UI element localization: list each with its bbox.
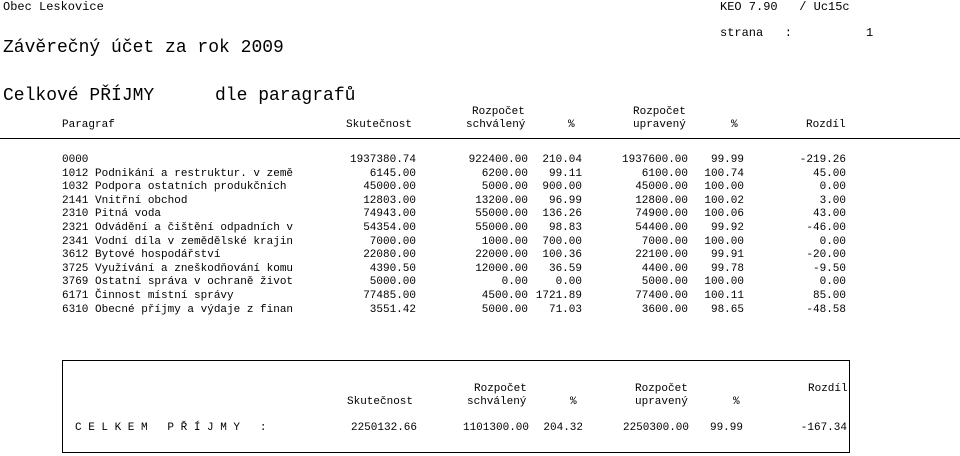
cell-skutecnost: 4390.50	[369, 262, 416, 275]
totals-upraveny-value: 2250300.00	[622, 422, 689, 434]
table-row	[0, 195, 960, 208]
cell-upraveny: 74900.00	[635, 208, 688, 221]
totals-pct2-value: 99.99	[709, 422, 743, 434]
cell-pct2: 100.06	[704, 208, 744, 221]
cell-pct1: 99.11	[548, 167, 582, 180]
totals-rozdil-value: -167.34	[800, 422, 847, 434]
table-row	[0, 181, 960, 194]
totals-upraveny-header: upravený	[635, 396, 688, 408]
cell-paragraf: 6171 Činnost místní správy	[62, 290, 234, 302]
cell-pct2: 100.00	[704, 235, 744, 248]
cell-pct1: 700.00	[542, 235, 582, 248]
cell-upraveny: 5000.00	[641, 276, 688, 289]
section-title: Celkové PŘÍJMY	[3, 86, 155, 106]
cell-pct1: 36.59	[548, 262, 582, 275]
totals-pct2-header: %	[733, 396, 740, 408]
table-row	[0, 276, 960, 289]
cell-schvaleny: 0.00	[501, 276, 528, 289]
table-row	[0, 208, 960, 221]
cell-schvaleny: 1000.00	[481, 235, 528, 248]
col-header-rozpocet-upraveny-top: Rozpočet	[633, 106, 686, 118]
cell-schvaleny: 922400.00	[468, 154, 528, 166]
cell-pct1: 71.03	[548, 303, 582, 316]
cell-upraveny: 45000.00	[635, 181, 688, 194]
cell-schvaleny: 4500.00	[481, 290, 528, 302]
totals-schvaleny-value: 1101300.00	[462, 422, 529, 434]
totals-pct1-value: 204.32	[543, 422, 583, 434]
cell-rozdil: 85.00	[812, 290, 846, 302]
cell-paragraf: 6310 Obecné příjmy a výdaje z finan	[62, 303, 294, 316]
col-header-rozdil: Rozdíl	[806, 119, 846, 131]
cell-skutecnost: 22080.00	[363, 249, 416, 262]
cell-paragraf: 3612 Bytové hospodářství	[62, 249, 221, 262]
col-header-pct2: %	[731, 119, 738, 131]
cell-skutecnost: 1937380.74	[349, 154, 416, 166]
cell-pct2: 98.65	[710, 303, 744, 316]
cell-paragraf: 2141 Vnitřní obchod	[62, 194, 188, 207]
cell-paragraf: 0000	[62, 154, 89, 166]
cell-rozdil: 0.00	[819, 276, 846, 289]
cell-pct1: 1721.89	[535, 290, 582, 302]
cell-skutecnost: 77485.00	[363, 290, 416, 302]
col-header-skutecnost: Skutečnost	[346, 119, 413, 131]
cell-pct2: 99.91	[710, 249, 744, 262]
cell-pct1: 100.36	[542, 249, 582, 262]
cell-pct2: 100.00	[704, 276, 744, 289]
table-row	[0, 154, 960, 167]
cell-pct2: 100.00	[704, 181, 744, 194]
section-subtitle: dle paragrafů	[215, 86, 356, 106]
cell-paragraf: 1012 Podnikání a restruktur. v země	[62, 167, 294, 180]
cell-skutecnost: 7000.00	[369, 235, 416, 248]
cell-pct2: 99.92	[710, 222, 744, 234]
cell-paragraf: 3725 Využívání a zneškodňování komu	[62, 262, 294, 275]
cell-schvaleny: 22000.00	[475, 249, 528, 262]
cell-rozdil: -20.00	[806, 249, 846, 262]
cell-pct2: 100.02	[704, 194, 744, 207]
cell-paragraf: 2310 Pitná voda	[62, 208, 162, 221]
cell-paragraf: 2341 Vodní díla v zemědělské krajin	[62, 235, 294, 248]
cell-upraveny: 1937600.00	[621, 154, 688, 166]
page-number: 1	[866, 26, 874, 40]
cell-rozdil: 43.00	[812, 208, 846, 221]
table-row	[0, 290, 960, 303]
table-row	[0, 304, 960, 317]
page-label: strana :	[720, 26, 793, 40]
cell-pct1: 98.83	[548, 222, 582, 234]
cell-schvaleny: 12000.00	[475, 262, 528, 275]
col-header-upraveny: upravený	[633, 119, 686, 131]
cell-skutecnost: 54354.00	[363, 222, 416, 234]
cell-skutecnost: 74943.00	[363, 208, 416, 221]
organization-name: Obec Leskovice	[3, 0, 104, 14]
cell-upraveny: 12800.00	[635, 194, 688, 207]
cell-upraveny: 6100.00	[641, 167, 688, 180]
cell-pct2: 99.78	[710, 262, 744, 275]
cell-pct1: 0.00	[555, 276, 582, 289]
cell-rozdil: 3.00	[819, 194, 846, 207]
cell-rozdil: -48.58	[806, 303, 846, 316]
cell-upraveny: 7000.00	[641, 235, 688, 248]
cell-schvaleny: 55000.00	[475, 222, 528, 234]
cell-skutecnost: 3551.42	[369, 303, 416, 316]
totals-schvaleny-header: schválený	[467, 396, 527, 408]
totals-pct1-header: %	[570, 396, 577, 408]
cell-rozdil: -9.50	[812, 262, 846, 275]
table-row	[0, 222, 960, 235]
totals-skutecnost-header: Skutečnost	[347, 396, 414, 408]
totals-rozdil-header: Rozdíl	[808, 383, 848, 395]
cell-skutecnost: 12803.00	[363, 194, 416, 207]
report-code: KEO 7.90 / Uc15c	[720, 0, 850, 14]
report-title: Závěrečný účet za rok 2009	[3, 38, 284, 58]
cell-pct1: 96.99	[548, 194, 582, 207]
cell-schvaleny: 5000.00	[481, 181, 528, 194]
cell-schvaleny: 6200.00	[481, 167, 528, 180]
totals-rozpocet-schvaleny-top: Rozpočet	[474, 383, 527, 395]
totals-label: C E L K E M P Ř Í J M Y :	[75, 422, 267, 434]
cell-rozdil: 45.00	[812, 167, 846, 180]
table-row	[0, 249, 960, 262]
cell-rozdil: -46.00	[806, 222, 846, 234]
cell-schvaleny: 55000.00	[475, 208, 528, 221]
cell-upraveny: 22100.00	[635, 249, 688, 262]
cell-pct2: 100.74	[704, 167, 744, 180]
cell-upraveny: 77400.00	[635, 290, 688, 302]
cell-pct1: 210.04	[542, 154, 582, 166]
cell-skutecnost: 45000.00	[363, 181, 416, 194]
cell-upraveny: 54400.00	[635, 222, 688, 234]
cell-schvaleny: 13200.00	[475, 194, 528, 207]
cell-rozdil: 0.00	[819, 235, 846, 248]
totals-rozpocet-upraveny-top: Rozpočet	[635, 383, 688, 395]
cell-rozdil: -219.26	[799, 154, 846, 166]
table-row	[0, 168, 960, 181]
table-row	[0, 236, 960, 249]
cell-pct1: 900.00	[542, 181, 582, 194]
cell-paragraf: 1032 Podpora ostatních produkčních	[62, 181, 287, 194]
col-header-paragraf: Paragraf	[62, 119, 115, 131]
cell-upraveny: 3600.00	[641, 303, 688, 316]
col-header-rozpocet-schvaleny-top: Rozpočet	[472, 106, 525, 118]
cell-pct2: 99.99	[710, 154, 744, 166]
cell-pct1: 136.26	[542, 208, 582, 221]
totals-skutecnost-value: 2250132.66	[350, 422, 417, 434]
cell-paragraf: 3769 Ostatní správa v ochraně život	[62, 276, 294, 289]
header-divider	[0, 138, 960, 139]
col-header-pct1: %	[568, 119, 575, 131]
cell-schvaleny: 5000.00	[481, 303, 528, 316]
cell-paragraf: 2321 Odvádění a čištění odpadních v	[62, 222, 294, 234]
cell-skutecnost: 6145.00	[369, 167, 416, 180]
cell-upraveny: 4400.00	[641, 262, 688, 275]
cell-rozdil: 0.00	[819, 181, 846, 194]
cell-skutecnost: 5000.00	[369, 276, 416, 289]
cell-pct2: 100.11	[704, 290, 744, 302]
table-row	[0, 263, 960, 276]
col-header-schvaleny: schválený	[466, 119, 526, 131]
totals-box	[62, 360, 850, 453]
